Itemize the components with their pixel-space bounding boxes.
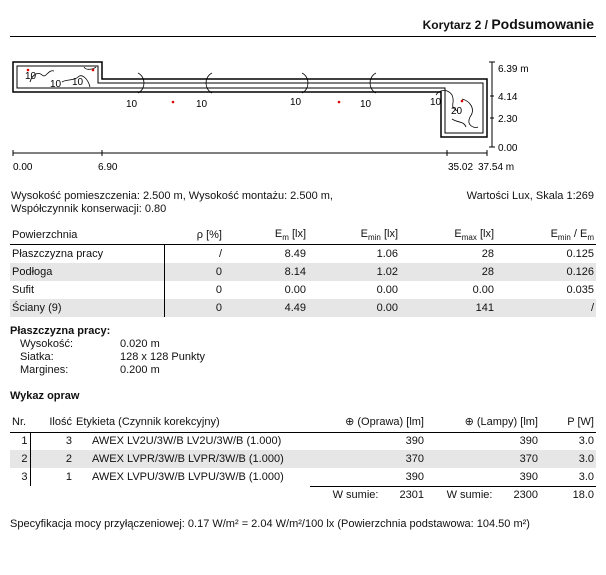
x-tick-label: 0.00	[13, 162, 33, 173]
cell-em: 8.49	[284, 247, 306, 260]
cell-rho: 0	[164, 299, 224, 317]
cell-ratio: 0.035	[566, 283, 594, 296]
cell-rho: 0	[164, 263, 224, 281]
table-row: 3 1 AWEX LVPU/3W/B LVPU/3W/B (1.000) 390 390 3.0	[10, 468, 596, 486]
table-row	[10, 263, 596, 281]
cell-emax: 141	[400, 299, 496, 317]
cell-em: 4.49	[224, 299, 308, 317]
cell-emin: 0.00	[376, 283, 398, 296]
flux-icon: ⊕	[464, 416, 474, 429]
flux-icon: ⊕	[345, 416, 355, 429]
col-header-nr: Nr.	[10, 412, 30, 432]
contour-label: 10	[126, 99, 138, 110]
luminaires-table	[10, 412, 596, 504]
table-header-row	[10, 226, 596, 245]
cell-ratio: /	[496, 299, 596, 317]
cell-emin: 1.02	[308, 263, 400, 281]
cell-emax: 0.00	[472, 283, 494, 296]
col-header-emax: $E_{max}$ [lx]	[400, 226, 496, 245]
col-header-flux-lamp: ⊕ (Lampy) [lm]	[426, 412, 540, 432]
col-header-power: P [W]	[540, 412, 596, 432]
col-header-rho: ρ [%]	[164, 226, 224, 245]
luminaire-marker	[338, 101, 341, 104]
cell-emin: 1.06	[376, 247, 398, 260]
header-rule	[10, 36, 596, 37]
floor-plan	[0, 55, 606, 180]
table-row	[10, 281, 596, 299]
workplane-title: Płaszczyzna pracy:	[10, 325, 111, 337]
room-outline-inner	[17, 66, 483, 133]
cell-name: Płaszczyzna pracy	[12, 247, 104, 260]
luminaires-title: Wykaz opraw	[10, 390, 80, 402]
contour-label: 10	[196, 99, 208, 110]
col-header-flux-lum: ⊕ (Oprawa) [lm]	[310, 412, 426, 432]
x-tick-label: 6.90	[98, 162, 118, 173]
x-tick-label: 35.02	[448, 162, 474, 173]
cell-em: 8.14	[224, 263, 308, 281]
header-separator: /	[484, 18, 488, 32]
page-header	[423, 16, 594, 32]
luminaire-marker	[92, 69, 95, 72]
contour-label: 10	[25, 71, 37, 82]
cell-rho: 0	[164, 281, 224, 299]
luminaire-marker	[172, 101, 175, 104]
scale-info: Wartości Lux, Skala 1:269	[466, 190, 594, 202]
col-header-ratio: $E_{min} / E_m$	[496, 226, 596, 245]
section-title: Podsumowanie	[491, 16, 594, 32]
room-info-line: Współczynnik konserwacji: 0.80	[11, 203, 167, 215]
contour-label: 10	[290, 97, 302, 108]
contour-label: 20	[451, 106, 463, 117]
table-header-row	[10, 412, 596, 432]
table-row: 1 3 AWEX LV2U/3W/B LV2U/3W/B (1.000) 390 390 3.0	[10, 432, 596, 450]
contour-line	[452, 119, 466, 127]
col-header-em: $E_m$ [lx]	[224, 226, 308, 245]
contour-line	[462, 99, 478, 128]
cell-emax: 28	[481, 247, 494, 260]
y-tick-label: 4.14	[498, 92, 518, 103]
x-tick-label: 37.54 m	[478, 162, 515, 173]
room-outline-outer	[13, 62, 487, 137]
cell-ratio: 0.125	[566, 247, 594, 260]
col-header-qty: Ilość	[30, 412, 74, 432]
room-name: Korytarz 2	[422, 18, 482, 32]
contour-label: 10	[50, 79, 62, 90]
cell-emax: 28	[400, 263, 496, 281]
cell-emin: 0.00	[308, 299, 400, 317]
cell-em: 0.00	[284, 283, 306, 296]
luminaire-marker	[461, 100, 464, 103]
table-row: 2 2 AWEX LVPR/3W/B LVPR/3W/B (1.000) 370 370 3.0	[10, 450, 596, 468]
power-spec: Specyfikacja mocy przyłączeniowej: 0.17 W/m² = 2.04 W/m²/100 lx (Powierzchnia podstawowa: 104.50 m²)	[10, 518, 530, 530]
contour-line	[84, 67, 96, 69]
contour-label: 10	[72, 77, 84, 88]
cell-ratio: 0.126	[496, 263, 596, 281]
cell-name: Ściany (9)	[10, 299, 164, 317]
room-info	[11, 190, 333, 216]
y-tick-label: 6.39 m	[498, 64, 529, 75]
workplane-row: Siatka: 128 x 128 Punkty	[20, 351, 206, 363]
cell-name: Podłoga	[10, 263, 164, 281]
workplane-info	[10, 325, 205, 377]
col-header-label: Etykieta (Czynnik korekcyjny)	[74, 412, 310, 432]
table-row	[10, 245, 596, 263]
y-tick-label: 0.00	[498, 143, 518, 154]
surfaces-table	[10, 226, 596, 317]
col-header-surface: Powierzchnia	[10, 226, 164, 245]
cell-rho: /	[164, 245, 224, 263]
contour-label: 10	[430, 97, 442, 108]
contour-label: 10	[360, 99, 372, 110]
room-info-line: Wysokość pomieszczenia: 2.500 m, Wysokość montażu: 2.500 m,	[11, 190, 333, 202]
col-header-emin: $E_{min}$ [lx]	[308, 226, 400, 245]
y-tick-label: 2.30	[498, 114, 518, 125]
table-row	[10, 299, 596, 317]
cell-name: Sufit	[12, 283, 35, 296]
sum-row: W sumie: 2301 W sumie: 2300 18.0	[10, 486, 596, 504]
workplane-row: Margines: 0.200 m	[20, 364, 160, 376]
workplane-row: Wysokość: 0.020 m	[20, 338, 160, 350]
